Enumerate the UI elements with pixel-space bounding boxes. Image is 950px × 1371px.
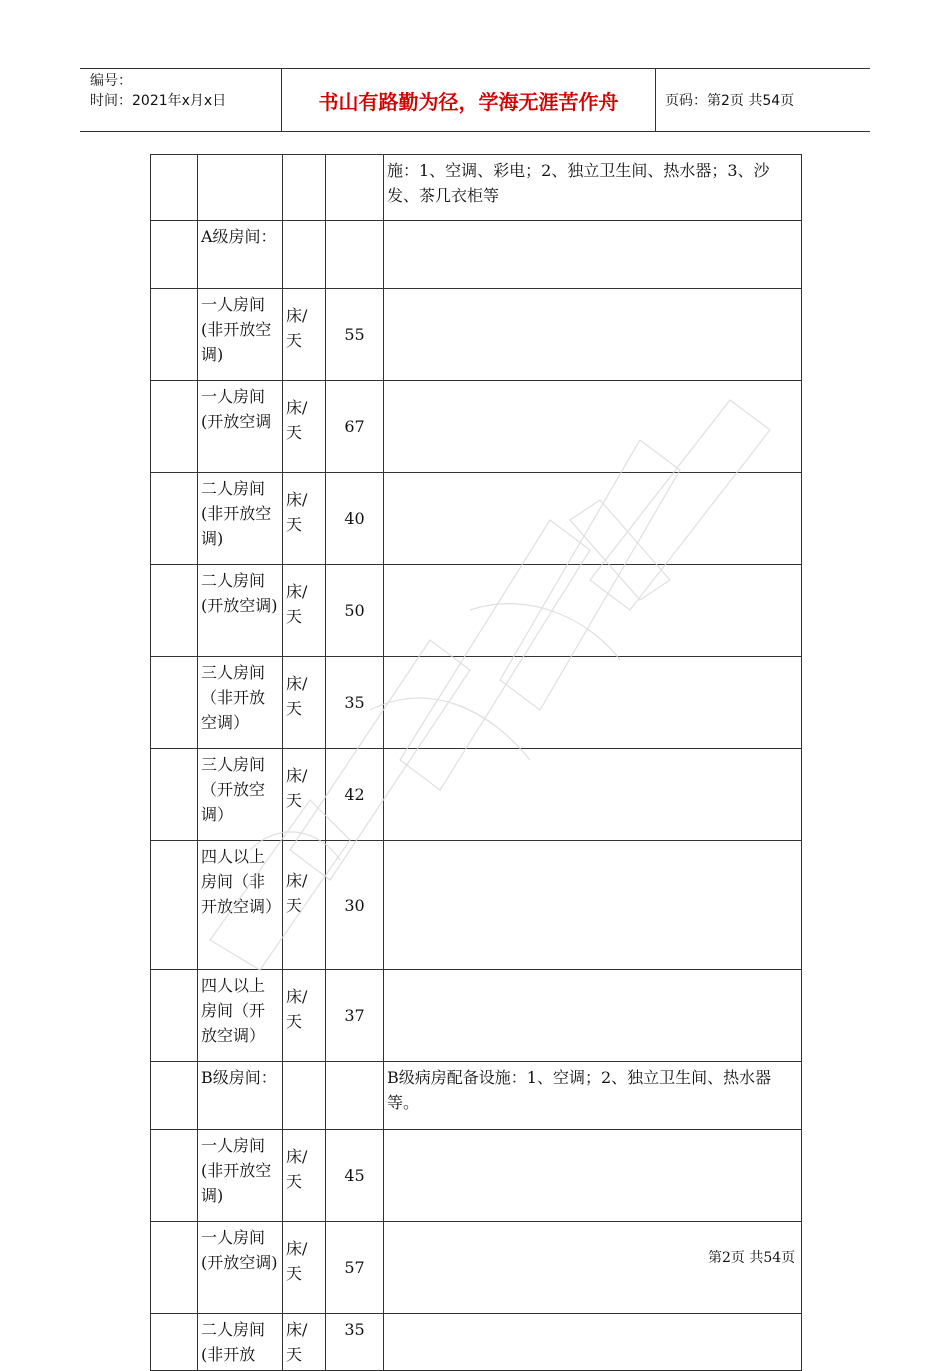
- unit-cell: 床/天: [283, 1222, 326, 1314]
- unit-cell: 床/天: [283, 473, 326, 565]
- index-cell: [151, 381, 198, 473]
- number-label: 编号：: [90, 73, 132, 89]
- price-cell: [326, 1062, 384, 1130]
- note-cell: [384, 970, 802, 1062]
- index-cell: [151, 473, 198, 565]
- unit-cell: 床/天: [283, 749, 326, 841]
- room-name: 一人房间(开放空调): [198, 1222, 283, 1314]
- index-cell: [151, 1130, 198, 1222]
- unit-cell: 床/天: [283, 970, 326, 1062]
- table-row: [151, 970, 802, 1062]
- table-row: [151, 1314, 802, 1371]
- room-name: A级房间：: [198, 221, 283, 289]
- note-cell: [384, 1222, 802, 1314]
- price-cell: 37: [326, 970, 384, 1062]
- table-row: [151, 155, 802, 221]
- room-name: 四人以上房间（非开放空调）: [198, 841, 283, 970]
- note-cell: [384, 657, 802, 749]
- price-cell: 55: [326, 289, 384, 381]
- index-cell: [151, 841, 198, 970]
- unit-cell: 床/天: [283, 289, 326, 381]
- note-cell: [384, 289, 802, 381]
- table-row: [151, 381, 802, 473]
- table-row: [151, 749, 802, 841]
- unit-cell: [283, 1062, 326, 1130]
- room-name: 三人房间（开放空调）: [198, 749, 283, 841]
- room-name: 一人房间(非开放空调): [198, 1130, 283, 1222]
- index-cell: [151, 565, 198, 657]
- table-row: [151, 841, 802, 970]
- price-cell: 35: [326, 1314, 384, 1371]
- room-name: 二人房间(开放空调): [198, 565, 283, 657]
- page-header: [80, 68, 870, 132]
- note-cell: [384, 221, 802, 289]
- index-cell: [151, 155, 198, 221]
- table-row: [151, 473, 802, 565]
- table-row: [151, 221, 802, 289]
- table-row: [151, 1130, 802, 1222]
- room-name: 二人房间(非开放: [198, 1314, 283, 1371]
- unit-cell: 床/天: [283, 565, 326, 657]
- note-cell: 施：1、空调、彩电；2、独立卫生间、热水器；3、沙发、茶几衣柜等: [384, 155, 802, 221]
- table-row: [151, 1222, 802, 1314]
- unit-cell: 床/天: [283, 1130, 326, 1222]
- table-row: [151, 657, 802, 749]
- note-cell: [384, 841, 802, 970]
- room-name: 二人房间(非开放空调): [198, 473, 283, 565]
- index-cell: [151, 970, 198, 1062]
- fee-table: [150, 154, 802, 1371]
- index-cell: [151, 221, 198, 289]
- room-name: [198, 155, 283, 221]
- table-row: [151, 1062, 802, 1130]
- room-name: 一人房间(开放空调: [198, 381, 283, 473]
- header-page-info: 页码：第2页 共54页: [665, 93, 795, 109]
- unit-cell: 床/天: [283, 1314, 326, 1371]
- index-cell: [151, 1222, 198, 1314]
- index-cell: [151, 1062, 198, 1130]
- index-cell: [151, 289, 198, 381]
- header-meta: [90, 71, 280, 111]
- price-cell: 45: [326, 1130, 384, 1222]
- unit-cell: 床/天: [283, 657, 326, 749]
- price-cell: 35: [326, 657, 384, 749]
- unit-cell: [283, 221, 326, 289]
- page-footer: 第2页 共54页: [708, 1250, 796, 1266]
- index-cell: [151, 749, 198, 841]
- price-cell: 57: [326, 1222, 384, 1314]
- room-name: 一人房间(非开放空调): [198, 289, 283, 381]
- price-cell: 40: [326, 473, 384, 565]
- table-row: [151, 565, 802, 657]
- note-cell: [384, 565, 802, 657]
- room-name: B级房间：: [198, 1062, 283, 1130]
- room-name: 四人以上房间（开放空调）: [198, 970, 283, 1062]
- note-cell: [384, 381, 802, 473]
- index-cell: [151, 657, 198, 749]
- room-name: 三人房间（非开放空调）: [198, 657, 283, 749]
- price-cell: [326, 155, 384, 221]
- price-cell: 30: [326, 841, 384, 970]
- time-label: 时间：2021年x月x日: [90, 93, 227, 109]
- index-cell: [151, 1314, 198, 1371]
- note-cell: B级病房配备设施：1、空调；2、独立卫生间、热水器等。: [384, 1062, 802, 1130]
- unit-cell: 床/天: [283, 841, 326, 970]
- table-row: [151, 289, 802, 381]
- unit-cell: 床/天: [283, 381, 326, 473]
- price-cell: 42: [326, 749, 384, 841]
- price-cell: 67: [326, 381, 384, 473]
- motto: 书山有路勤为径，学海无涯苦作舟: [281, 69, 656, 131]
- note-cell: [384, 749, 802, 841]
- note-cell: [384, 1314, 802, 1371]
- unit-cell: [283, 155, 326, 221]
- price-cell: 50: [326, 565, 384, 657]
- price-cell: [326, 221, 384, 289]
- note-cell: [384, 473, 802, 565]
- note-cell: [384, 1130, 802, 1222]
